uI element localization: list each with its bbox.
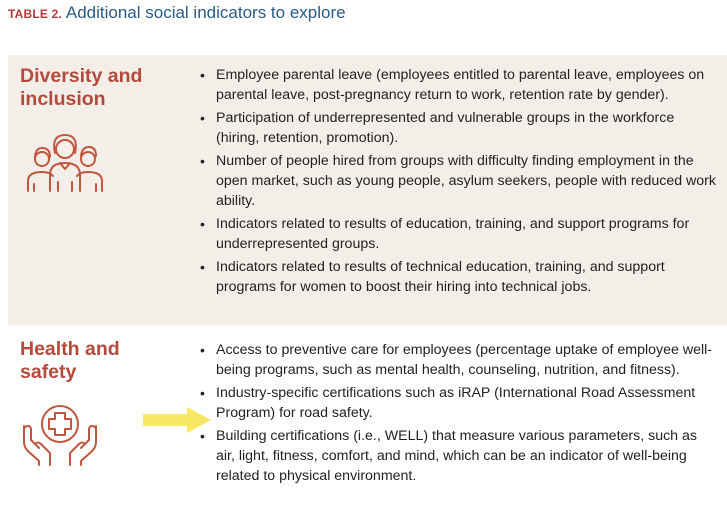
list-item: • Participation of underrepresented and vulnerable groups in the workforce (hiring, retention, promotion).	[200, 110, 675, 146]
bullet-list	[198, 65, 718, 300]
list-item: • Employee parental leave (employees entitled to parental leave, employees on parental leave, post-pregnancy return to work, retention rate by gender).	[200, 67, 705, 103]
table-title-text: Additional social indicators to explore	[65, 3, 346, 22]
bullet-list	[198, 340, 718, 489]
section-diversity-inclusion	[8, 55, 727, 325]
list-item: • Number of people hired from groups with difficulty finding employment in the open market, such as young people, asylum seekers, people with reduced work ability.	[200, 153, 716, 209]
list-item: • Building certifications (i.e., WELL) that measure various parameters, such as air, light, fitness, comfort, and mind, which can be an indicator of well-being related to physical environment.	[200, 428, 698, 484]
list-item: • Access to preventive care for employees (percentage uptake of employee well-being programs, such as mental health, counseling, nutrition, and fitness).	[200, 342, 713, 378]
table-title	[8, 3, 346, 23]
section-health-safety	[8, 325, 727, 512]
list-item: • Industry-specific certifications such as iRAP (International Road Assessment Program) for road safety.	[200, 385, 696, 421]
section-heading: Diversity and inclusion	[20, 65, 143, 110]
hands-holding-health-cross-icon	[20, 400, 100, 466]
group-of-people-icon	[20, 129, 110, 199]
list-item: • Indicators related to results of education, training, and support programs for underrepresented groups.	[200, 216, 690, 252]
table-number-label: TABLE 2.	[8, 7, 63, 21]
list-item: • Indicators related to results of technical education, training, and support programs for women to boost their hiring into technical jobs.	[200, 259, 665, 295]
section-heading: Health and safety	[20, 338, 120, 383]
